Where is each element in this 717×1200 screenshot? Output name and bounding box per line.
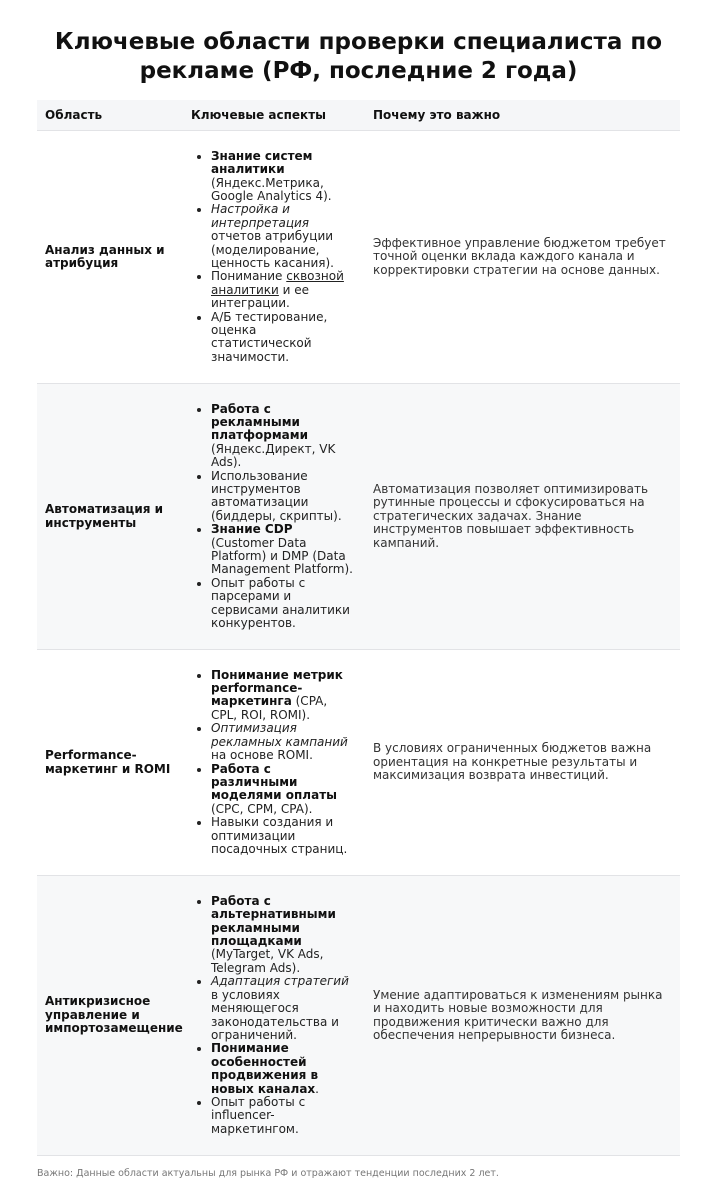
aspect-text: Работа с альтернативными рекламными площадками: [211, 893, 336, 949]
aspect-item: [211, 403, 357, 470]
aspect-item: [211, 1042, 357, 1096]
aspects-list: [191, 895, 357, 1136]
aspect-text: Адаптация стратегий: [211, 974, 349, 989]
aspect-text: Работа с рекламными платформами: [211, 401, 308, 443]
page-title: Ключевые области проверки специалиста по рекламе (РФ, последние 2 года): [54, 29, 663, 84]
aspect-text: (MyTarget, VK Ads, Telegram Ads).: [211, 947, 324, 975]
table-header-row: [37, 100, 680, 131]
aspect-text: А/Б тестирование, оценка статистической значимости.: [211, 309, 328, 364]
header-aspects: Ключевые аспекты: [183, 100, 365, 131]
area-cell: Антикризисное управление и импортозамещение: [37, 876, 183, 1156]
aspects-list: [191, 150, 357, 365]
aspect-text: на основе ROMI.: [211, 748, 313, 763]
aspect-text: Знание CDP: [211, 522, 293, 537]
aspect-text: Опыт работы с парсерами и сервисами аналитики конкурентов.: [211, 575, 350, 631]
aspect-item: [211, 470, 357, 524]
aspect-text: в условиях меняющегося законодательства и ограничений.: [211, 987, 339, 1042]
aspect-text: Знание систем аналитики: [211, 148, 313, 177]
area-cell: Анализ данных и атрибуция: [37, 131, 183, 384]
why-cell: Эффективное управление бюджетом требует точной оценки вклада каждого канала и корректировки стратегии на основе данных.: [365, 131, 680, 384]
table-row: [37, 131, 680, 384]
aspect-text: Понимание: [211, 269, 287, 284]
aspects-list: [191, 669, 357, 857]
why-cell: Автоматизация позволяет оптимизировать рутинные процессы и сфокусироваться на стратегических задачах. Знание инструментов повышает эффективность кампаний.: [365, 384, 680, 650]
aspect-text: Понимание метрик performance-маркетинга: [211, 667, 343, 709]
aspect-text: Опыт работы с influencer-маркетингом.: [211, 1094, 306, 1136]
table-row: [37, 650, 680, 876]
footnote: Важно: Данные области актуальны для рынка РФ и отражают тенденции последних 2 лет.: [37, 1168, 499, 1179]
table-row: [37, 384, 680, 650]
aspect-text: Работа с различными моделями оплаты: [211, 761, 337, 803]
aspect-text: Навыки создания и оптимизации посадочных страниц.: [211, 815, 348, 856]
why-cell: В условиях ограниченных бюджетов важна ориентация на конкретные результаты и максимизация возврата инвестиций.: [365, 650, 680, 876]
table-row: [37, 876, 680, 1156]
aspect-text: .: [315, 1081, 319, 1096]
aspects-cell: [183, 876, 365, 1156]
aspect-text: и ее интеграции.: [211, 282, 310, 311]
aspect-item: [211, 816, 357, 856]
aspect-item: [211, 311, 357, 365]
aspect-item: [211, 577, 357, 631]
aspects-cell: [183, 131, 365, 384]
aspects-list: [191, 403, 357, 631]
aspect-text: (CPC, CPM, CPA).: [211, 801, 313, 816]
area-cell: Автоматизация и инструменты: [37, 384, 183, 650]
aspect-text: (Customer Data Platform) и DMP (Data Management Platform).: [211, 535, 353, 577]
aspect-item: [211, 150, 357, 204]
aspect-text: Использование инструментов автоматизации (биддеры, скрипты).: [211, 468, 342, 523]
aspect-item: [211, 1096, 357, 1136]
aspects-cell: [183, 384, 365, 650]
aspect-text: отчетов атрибуции (моделирование, ценность касания).: [211, 229, 334, 270]
aspect-item: [211, 722, 357, 762]
area-cell: Performance-маркетинг и ROMI: [37, 650, 183, 876]
aspect-text: (Яндекс.Метрика, Google Analytics 4).: [211, 175, 332, 203]
aspect-text: Настройка и интерпретация: [211, 202, 310, 230]
aspect-text: (Яндекс.Директ, VK Ads).: [211, 441, 336, 470]
why-cell: Умение адаптироваться к изменениям рынка и находить новые возможности для продвижения критически важно для обеспечения непрерывности бизнеса.: [365, 876, 680, 1156]
aspect-text: Оптимизация рекламных кампаний: [211, 721, 348, 749]
aspect-item: [211, 975, 357, 1042]
aspect-item: [211, 895, 357, 975]
aspect-item: [211, 203, 357, 270]
aspect-text: Понимание особенностей продвижения в новых каналах: [211, 1041, 319, 1096]
header-area: Область: [37, 100, 183, 131]
areas-table: [37, 100, 680, 1156]
header-why: Почему это важно: [365, 100, 680, 131]
aspect-item: [211, 523, 357, 577]
aspects-cell: [183, 650, 365, 876]
aspect-item: [211, 669, 357, 723]
aspect-text: сквозной аналитики: [211, 269, 344, 297]
aspect-item: [211, 270, 357, 310]
aspect-item: [211, 763, 357, 817]
aspect-text: (CPA, CPL, ROI, ROMI).: [211, 694, 328, 722]
